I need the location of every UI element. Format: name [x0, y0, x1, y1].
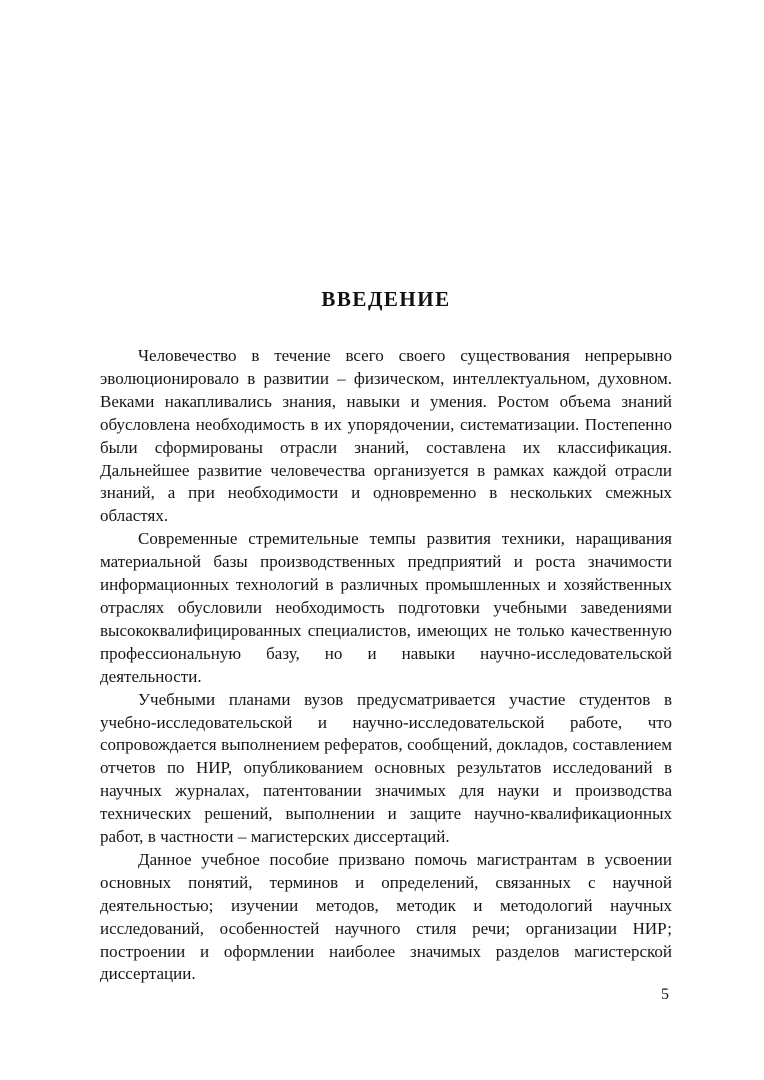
paragraph-4: Данное учебное пособие призвано помочь магистрантам в усвоении основных понятий, терминов и определений, связанных с научной деятельностью; изучении методов, методик и методологий научных исследований, особенностей научного стиля речи; организации НИР; построении и оформлении наиболее значимых разделов магистерской диссертации.: [100, 849, 672, 984]
paragraph-3: Учебными планами вузов предусматривается участие студентов в учебно-исследовательской и научно-исследовательской работе, что сопровождается выполнением рефератов, сообщений, докладов, составлением отчетов по НИР, опубликованием основных результатов исследований в научных журналах, патентовании значимых для науки и производства технических решений, выполнении и защите научно-квалификационных работ, в частности – магистерских диссертаций.: [100, 689, 672, 847]
paragraph-1: Человечество в течение всего своего существования непрерывно эволюционировало в развитии – физическом, интеллектуальном, духовном. Веками накапливались знания, навыки и умения. Ростом объема знаний обусловлена необходимость в их упорядочении, систематизации. Постепенно были сформированы отрасли знаний, составлена их классификация. Дальнейшее развитие человечества организуется в рамках каждой отрасли знаний, а при необходимости и одновременно в нескольких смежных областях.: [100, 346, 672, 526]
page-number: 5: [661, 986, 669, 1003]
page-title: ВВЕДЕНИЕ: [321, 287, 451, 311]
paragraph-2: Современные стремительные темпы развития техники, наращивания материальной базы производственных предприятий и роста значимости информационных технологий в различных промышленных и хозяйственных отраслях обусловили необходимость подготовки учебными заведениями высококвалифицированных специалистов, имеющих не только качественную профессиональную базу, но и навыки научно-исследовательской деятельности.: [100, 529, 672, 686]
text-block: [100, 287, 672, 986]
